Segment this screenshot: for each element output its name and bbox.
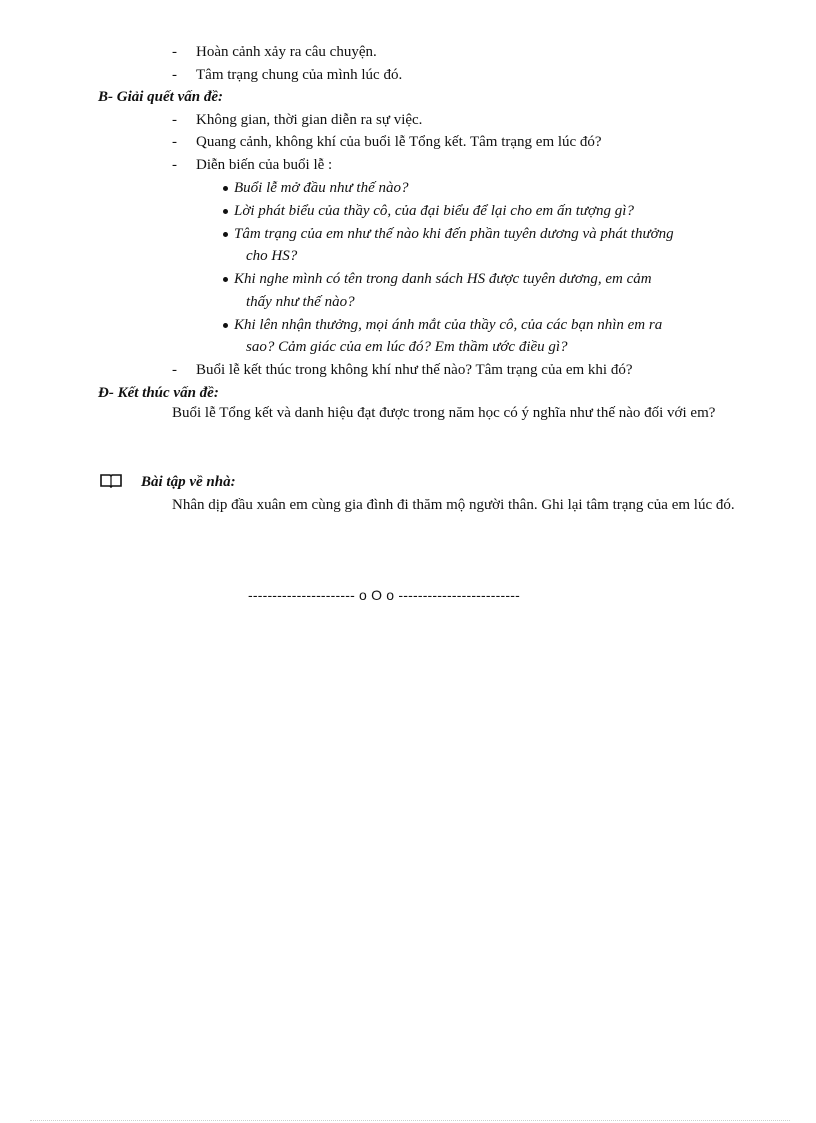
bullet-text: Khi lên nhận thưởng, mọi ánh mắt của thầy cô, của các bạn nhìn em ra xyxy=(234,317,663,333)
list-item xyxy=(172,42,377,62)
bullet-icon xyxy=(223,186,228,191)
bullet-item xyxy=(234,269,652,289)
section-separator: ---------------------- o O o ------------------------- xyxy=(248,587,520,603)
list-item-text: Diễn biến của buổi lễ : xyxy=(196,157,333,173)
dash-marker: - xyxy=(172,67,177,83)
dash-marker: - xyxy=(172,112,177,128)
bullet-continuation: cho HS? xyxy=(246,248,298,264)
list-item-text: Hoàn cảnh xảy ra câu chuyện. xyxy=(196,44,377,60)
section-d-heading: Đ- Kết thúc vấn đề: xyxy=(98,385,219,401)
list-item xyxy=(172,110,423,130)
bullet-icon xyxy=(223,323,228,328)
bullet-item xyxy=(234,178,409,198)
dash-marker: - xyxy=(172,157,177,173)
bullet-text: Lời phát biểu của thầy cô, của đại biểu để lại cho em ấn tượng gì? xyxy=(234,203,634,219)
dash-marker: - xyxy=(172,134,177,150)
bullet-continuation: sao? Cảm giác của em lúc đó? Em thầm ước điều gì? xyxy=(246,339,568,355)
bullet-item xyxy=(234,315,662,335)
bullet-text: Khi nghe mình có tên trong danh sách HS được tuyên dương, em cảm xyxy=(234,271,652,287)
bullet-item xyxy=(234,224,674,244)
homework-paragraph: Nhân dịp đầu xuân em cùng gia đình đi thăm mộ người thân. Ghi lại tâm trạng của em lúc đó. xyxy=(172,497,735,513)
list-item-text: Buổi lễ kết thúc trong không khí như thế nào? Tâm trạng của em khi đó? xyxy=(196,362,633,378)
list-item-text: Quang cảnh, không khí của buổi lễ Tổng kết. Tâm trạng em lúc đó? xyxy=(196,134,602,150)
dash-marker: - xyxy=(172,44,177,60)
book-icon xyxy=(100,474,122,488)
list-item xyxy=(172,65,403,85)
bullet-item xyxy=(234,201,634,221)
bullet-text: Buổi lễ mở đầu như thế nào? xyxy=(234,180,409,196)
list-item-text: Không gian, thời gian diễn ra sự việc. xyxy=(196,112,423,128)
list-item xyxy=(172,132,602,152)
section-d-paragraph: Buổi lễ Tổng kết và danh hiệu đạt được trong năm học có ý nghĩa như thế nào đối với em? xyxy=(172,405,716,421)
bullet-icon xyxy=(223,209,228,214)
list-item-text: Tâm trạng chung của mình lúc đó. xyxy=(196,67,403,83)
dash-marker: - xyxy=(172,362,177,378)
bullet-icon xyxy=(223,232,228,237)
list-item xyxy=(172,155,333,175)
bullet-text: Tâm trạng của em như thế nào khi đến phần tuyên dương và phát thưởng xyxy=(234,226,674,242)
bullet-icon xyxy=(223,277,228,282)
list-item xyxy=(172,360,633,380)
footer-divider xyxy=(30,1120,790,1121)
homework-heading: Bài tập về nhà: xyxy=(141,474,236,490)
section-b-heading: B- Giải quết vấn đề: xyxy=(98,89,223,105)
bullet-continuation: thấy như thế nào? xyxy=(246,294,355,310)
